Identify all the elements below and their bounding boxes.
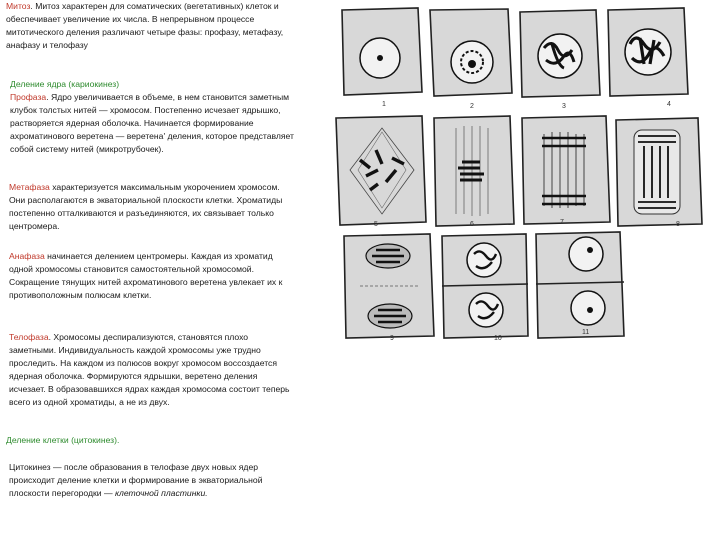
cell-label-9: 9 [390,335,394,342]
telophase-term: Телофаза [9,332,49,342]
metaphase-term: Метафаза [9,182,50,192]
cell-label-10: 10 [494,335,502,342]
intro-term: Митоз [6,1,31,11]
anaphase-term: Анафаза [9,251,45,261]
metaphase-paragraph [9,181,296,233]
cell-label-3: 3 [562,103,566,110]
cell-stage-10 [442,234,528,342]
cell-label-11: 11 [582,329,590,336]
cell-stage-2 [430,9,512,110]
cell-stage-9 [344,234,434,342]
intro-paragraph [6,0,296,52]
cytokinesis-paragraph [9,461,296,500]
cell-stage-7 [522,116,610,226]
cell-label-7: 7 [560,219,564,226]
cell-stage-4 [608,8,688,108]
cell-label-8: 8 [676,221,680,228]
cell-label-4: 4 [667,101,671,108]
prophase-body: . Ядро увеличивается в объеме, в нем становится заметным клубок толстых нитей — хромосом. Постепенно исчезает ядрышко, растворяется ядерная оболочка. Начинается формирование ахроматинового веретена — веретена' деления, которое представляет собой систему нитей (микротрубочек). [10,92,294,154]
cell-label-5: 5 [374,221,378,228]
prophase-term: Профаза [10,92,47,102]
cell-stage-1 [342,8,422,108]
cell-stage-3 [520,10,600,110]
cytokinesis-body: Цитокинез — после образования в телофазе двух новых ядер происходит деление клетки и формирование в экваториальной плоскости перегородки — [9,462,263,498]
cell-stage-5 [336,116,426,228]
karyokinesis-heading: Деление ядра (кариокинез) [10,79,120,89]
cell-stage-8 [616,118,702,228]
mitosis-stages-figure [330,0,720,345]
cell-label-2: 2 [470,103,474,110]
anaphase-paragraph [9,250,296,302]
intro-body: . Митоз характерен для соматических (вегетативных) клеток и обеспечивает увеличение их числа. В непрерывном процессе митотического деления различают четыре фазы: профазу, метафазу, анафазу и телофазу [6,1,284,50]
anaphase-body: начинается делением центромеры. Каждая из хроматид одной хромосомы становится самостоятельной хромосомой. Сокращение тянущих нитей ахроматинового веретена увлекает их к противоположным полюсам клетки. [9,251,283,300]
cell-label-1: 1 [382,101,386,108]
cell-label-6: 6 [470,221,474,228]
telophase-body: . Хромосомы деспирализуются, становятся плохо заметными. Индивидуальность каждой хромосомы уже трудно проследить. На каждом из полюсов вокруг хромосом воссоздается ядерная оболочка. Формируются ядрышки, веретено деления исчезает. В образовавшихся ядрах каждая хромосома состоит теперь всего из одной хроматиды, а не из двух. [9,332,290,407]
cell-stage-11 [536,232,624,338]
metaphase-body: характеризуется максимальным укорочением хромосом. Они располагаются в экваториальной плоскости клетки. Хроматиды постепенно отталкиваются и разъединяются, их связывает только центромера. [9,182,283,231]
cytokinesis-heading: Деление клетки (цитокинез). [6,435,120,445]
cell-stage-6 [434,116,514,228]
prophase-paragraph [10,91,296,156]
telophase-paragraph [9,331,296,409]
cell-plate-term: клеточной пластинки. [114,488,208,498]
